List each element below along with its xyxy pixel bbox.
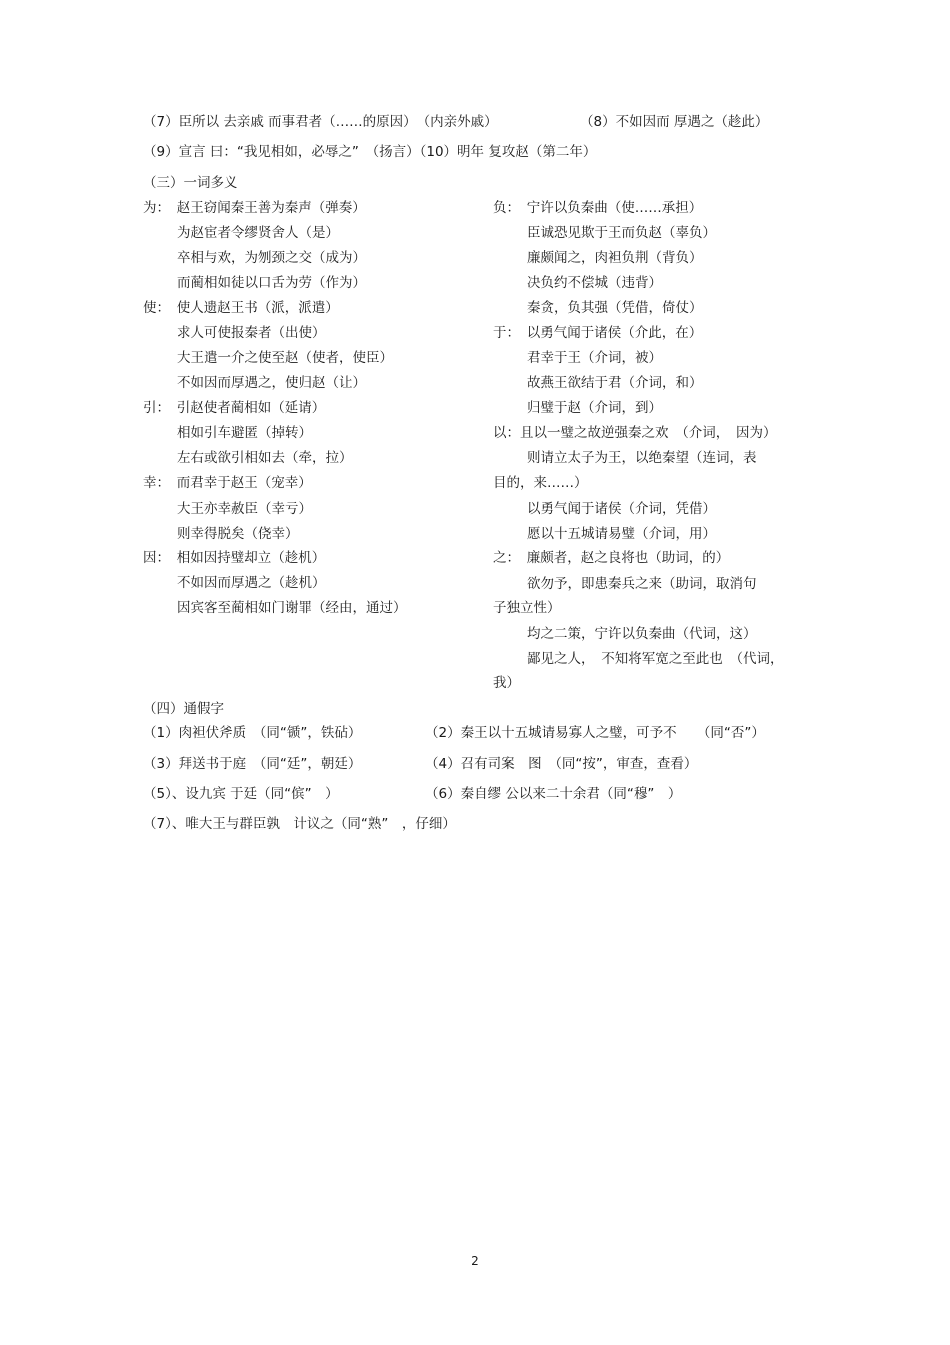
right-line: 目的，来……） [493, 475, 588, 491]
tongjia-item: （6）秦自缪 公以来二十余君（同“穆” ） [425, 786, 682, 802]
section3-title: （三）一词多义 [143, 175, 238, 191]
left-line: 卒相与欢，为刎颈之交（成为） [177, 250, 366, 266]
tongjia-item: （1）肉袒伏斧质 （同“锧”，铁砧） [143, 725, 362, 741]
right-line: 臣诚恐见欺于王而负赵（辜负） [527, 225, 716, 241]
left-line: 因宾客至蔺相如门谢罪（经由，通过） [177, 600, 407, 616]
tongjia-item: （2）秦王以十五城请易寡人之璧，可予不 （同“否”） [425, 725, 765, 741]
right-line: 均之二策，宁许以负秦曲（代词，这） [527, 626, 757, 642]
right-line: 君幸于王（介词，被） [527, 350, 662, 366]
right-line: 以：且以一璧之故逆强秦之欢 （介词， 因为） [493, 425, 777, 441]
tongjia-item: （7）、唯大王与群臣孰 计议之（同“熟” ，仔细） [143, 816, 456, 832]
right-line: 于： 以勇气闻于诸侯（介此，在） [493, 325, 703, 341]
left-line: 为赵宦者令缪贤舍人（是） [177, 225, 339, 241]
left-line: 求人可使报秦者（出使） [177, 325, 326, 341]
right-line: 之： 廉颇者，赵之良将也（助词，的） [493, 550, 730, 566]
tongjia-item: （5）、设九宾 于廷（同“傧” ） [143, 786, 339, 802]
left-line: 不如因而厚遇之（趁机） [177, 575, 326, 591]
left-line: 大王亦幸赦臣（幸亏） [177, 501, 312, 517]
right-line: 归璧于赵（介词，到） [527, 400, 662, 416]
right-line: 负： 宁许以负秦曲（使……承担） [493, 200, 703, 216]
right-line: 廉颇闻之，肉袒负荆（背负） [527, 250, 703, 266]
text-line-9-10: （9）宣言 曰：“我见相如，必辱之” （扬言）（10）明年 复攻赵（第二年） [143, 144, 597, 160]
left-line: 引： 引赵使者蔺相如（延请） [143, 400, 326, 416]
text-line-7: （7）臣所以 去亲戚 而事君者（……的原因） （内亲外戚） [143, 114, 498, 130]
right-line: 欲勿予，即患秦兵之来（助词，取消句 [527, 576, 757, 592]
left-line: 而蔺相如徒以口舌为劳（作为） [177, 275, 366, 291]
page-number: 2 [471, 1254, 479, 1268]
text-line-8: （8）不如因而 厚遇之（趁此） [580, 114, 769, 130]
right-line: 鄙见之人， 不知将军宽之至此也 （代词， [527, 651, 784, 667]
left-line: 使： 使人遗赵王书（派，派遣） [143, 300, 339, 316]
tongjia-item: （3）拜送书于庭 （同“廷”，朝廷） [143, 756, 362, 772]
left-line: 大王遣一介之使至赵（使者，使臣） [177, 350, 393, 366]
left-line: 相如引车避匿（掉转） [177, 425, 312, 441]
right-line: 决负约不偿城（违背） [527, 275, 662, 291]
right-line: 则请立太子为王，以绝秦望（连词，表 [527, 450, 757, 466]
right-line: 秦贪，负其强（凭借，倚仗） [527, 300, 703, 316]
left-line: 则幸得脱矣（侥幸） [177, 526, 299, 542]
right-line: 我） [493, 675, 520, 691]
right-line: 愿以十五城请易璧（介词，用） [527, 526, 716, 542]
left-line: 不如因而厚遇之，使归赵（让） [177, 375, 366, 391]
left-line: 左右或欲引相如去（牵，拉） [177, 450, 353, 466]
left-line: 为： 赵王窃闻秦王善为秦声（弹奏） [143, 200, 366, 216]
right-line: 子独立性） [493, 600, 561, 616]
section4-title: （四）通假字 [143, 701, 224, 717]
left-line: 幸： 而君幸于赵王（宠幸） [143, 475, 312, 491]
right-line: 故燕王欲结于君（介词，和） [527, 375, 703, 391]
left-line: 因： 相如因持璧却立（趁机） [143, 550, 326, 566]
right-line: 以勇气闻于诸侯（介词，凭借） [527, 501, 716, 517]
tongjia-item: （4）召有司案 图 （同“按”，审查，查看） [425, 756, 698, 772]
